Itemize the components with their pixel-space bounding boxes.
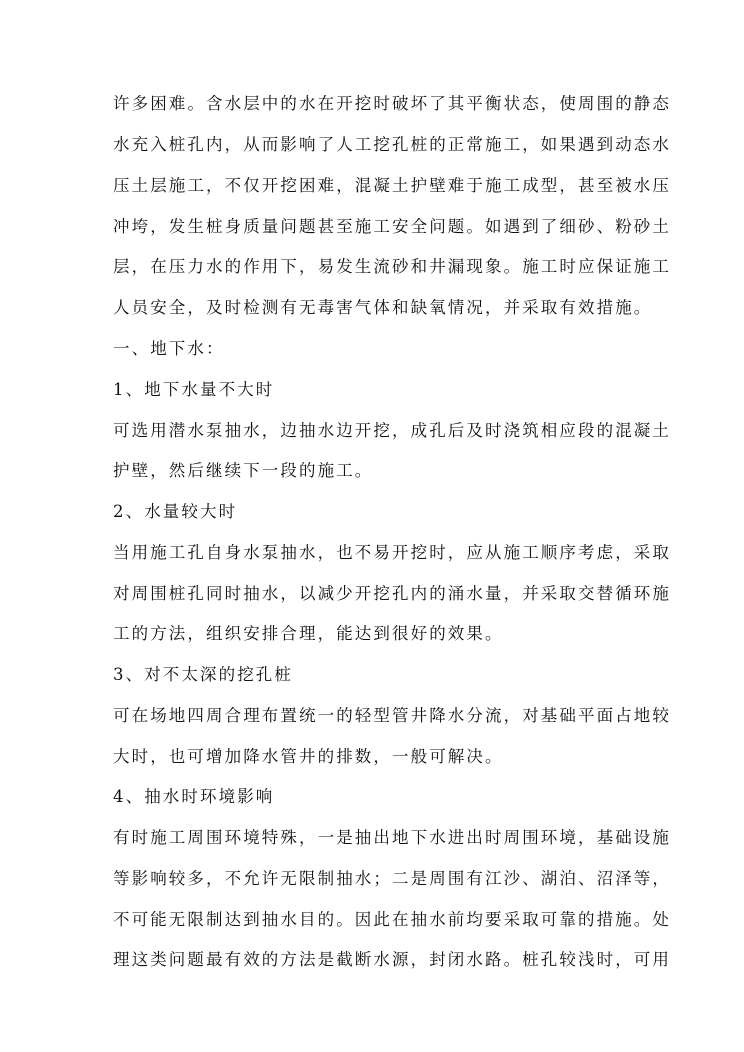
paragraph-line: 许多困难。含水层中的水在开挖时破坏了其平衡状态，使周围的静态 [113,94,671,113]
paragraph-line: 对周围桩孔同时抽水，以减少开挖孔内的涌水量，并采取交替循环施 [113,584,671,603]
paragraph-line: 当用施工孔自身水泵抽水，也不易开挖时，应从施工顺序考虑，采取 [113,543,671,562]
paragraph-line: 大时，也可增加降水管井的排数，一般可解决。 [113,747,504,766]
paragraph-line: 可选用潜水泵抽水，边抽水边开挖，成孔后及时浇筑相应段的混凝土 [113,421,671,440]
paragraph-line: 层，在压力水的作用下，易发生流砂和井漏现象。施工时应保证施工 [113,257,671,276]
paragraph-line: 水充入桩孔内，从而影响了人工挖孔桩的正常施工，如果遇到动态水 [113,135,671,154]
subsection-heading: 2、水量较大时 [113,502,238,521]
paragraph-line: 工的方法，组织安排合理，能达到很好的效果。 [113,624,504,643]
paragraph-line: 护壁，然后继续下一段的施工。 [113,461,374,480]
section-heading: 一、地下水： [113,339,225,358]
subsection-heading: 4、抽水时环境影响 [113,787,275,806]
paragraph-line: 冲垮，发生桩身质量问题甚至施工安全问题。如遇到了细砂、粉砂土 [113,217,671,236]
paragraph-line: 可在场地四周合理布置统一的轻型管井降水分流，对基础平面占地较 [113,706,671,725]
paragraph-line: 压土层施工，不仅开挖困难，混凝土护壁难于施工成型，甚至被水压 [113,176,671,195]
paragraph-line: 有时施工周围环境特殊，一是抽出地下水进出时周围环境，基础设施 [113,828,671,847]
paragraph-line: 人员安全，及时检测有无毒害气体和缺氧情况，并采取有效措施。 [113,298,653,317]
paragraph-line: 理这类问题最有效的方法是截断水源，封闭水路。桩孔较浅时，可用 [113,950,671,969]
paragraph-line: 不可能无限制达到抽水目的。因此在抽水前均要采取可靠的措施。处 [113,910,671,929]
paragraph-line: 等影响较多，不允许无限制抽水；二是周围有江沙、湖泊、沼泽等， [113,869,671,888]
subsection-heading: 1、地下水量不大时 [113,380,275,399]
subsection-heading: 3、对不太深的挖孔桩 [113,665,293,684]
